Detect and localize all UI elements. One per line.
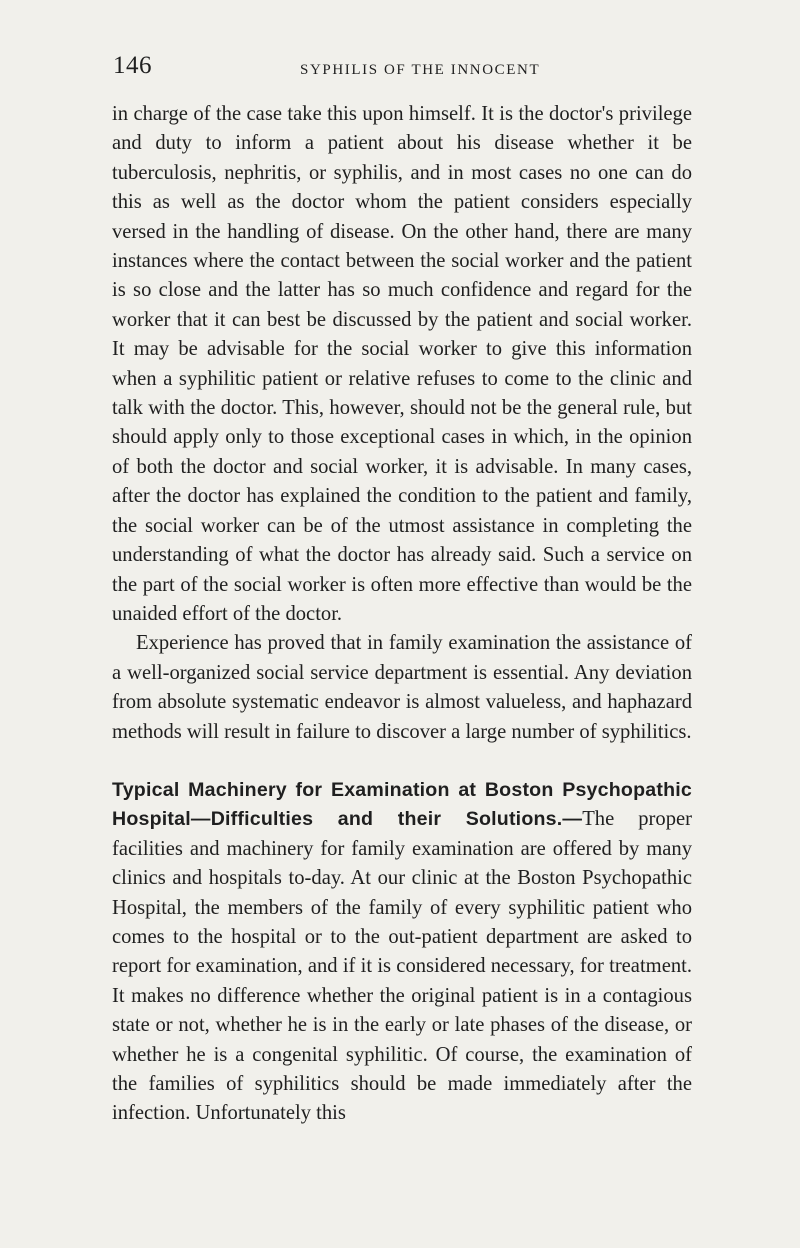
paragraph-family-examination: Experience has proved that in family examination the assistance of a well-organized social service department is essential. Any deviation from absolute systematic endeavor is almost valueless, and haphazard methods will result in failure to discover a large number of syphilitics. — [112, 632, 692, 743]
section-heading: Typical Machinery for Examination at Boston Psychopathic Hospital—Difficulties and their Solutions.— — [112, 778, 692, 831]
running-head: SYPHILIS OF THE INNOCENT — [300, 62, 541, 78]
paragraph-boston-clinic: The proper facilities and machinery for family examination are offered by many clinics and hospitals to-day. At our clinic at the Boston Psychopathic Hospital, the members of the family of every syphilitic patient who comes to the hospital or to the out-patient department are asked to report for examination, and if it is considered necessary, for treatment. It makes no difference whether the original patient is in a contagious state or not, whether he is in the early or late phases of the disease, or whether he is a congenital syphilitic. Of course, the examination of the families of syphilitics should be made immediately after the infection. Unfortunately this — [112, 808, 692, 1125]
section-paragraph — [112, 776, 692, 1129]
body-text — [112, 100, 692, 1129]
paragraph-social-worker-role: in charge of the case take this upon himself. It is the doctor's privilege and duty to inform a patient about his disease whether it be tuberculosis, nephritis, or syphilis, and in most cases no one can do this as well as the doctor whom the patient considers especially versed in the handling of disease. On the other hand, there are many instances where the contact between the social worker and the patient is so close and the latter has so much confidence and regard for the worker that it can best be discussed by the patient and social worker. It may be advisable for the social worker to give this information when a syphilitic patient or relative refuses to come to the clinic and talk with the doctor. This, however, should not be the general rule, but should apply only to those exceptional cases in which, in the opinion of both the doctor and social worker, it is advisable. In many cases, after the doctor has explained the condition to the patient and family, the social worker can be of the utmost assistance in completing the understanding of what the doctor has already said. Such a service on the part of the social worker is often more effective than would be the unaided effort of the doctor. — [112, 103, 692, 625]
page-number: 146 — [113, 52, 152, 79]
